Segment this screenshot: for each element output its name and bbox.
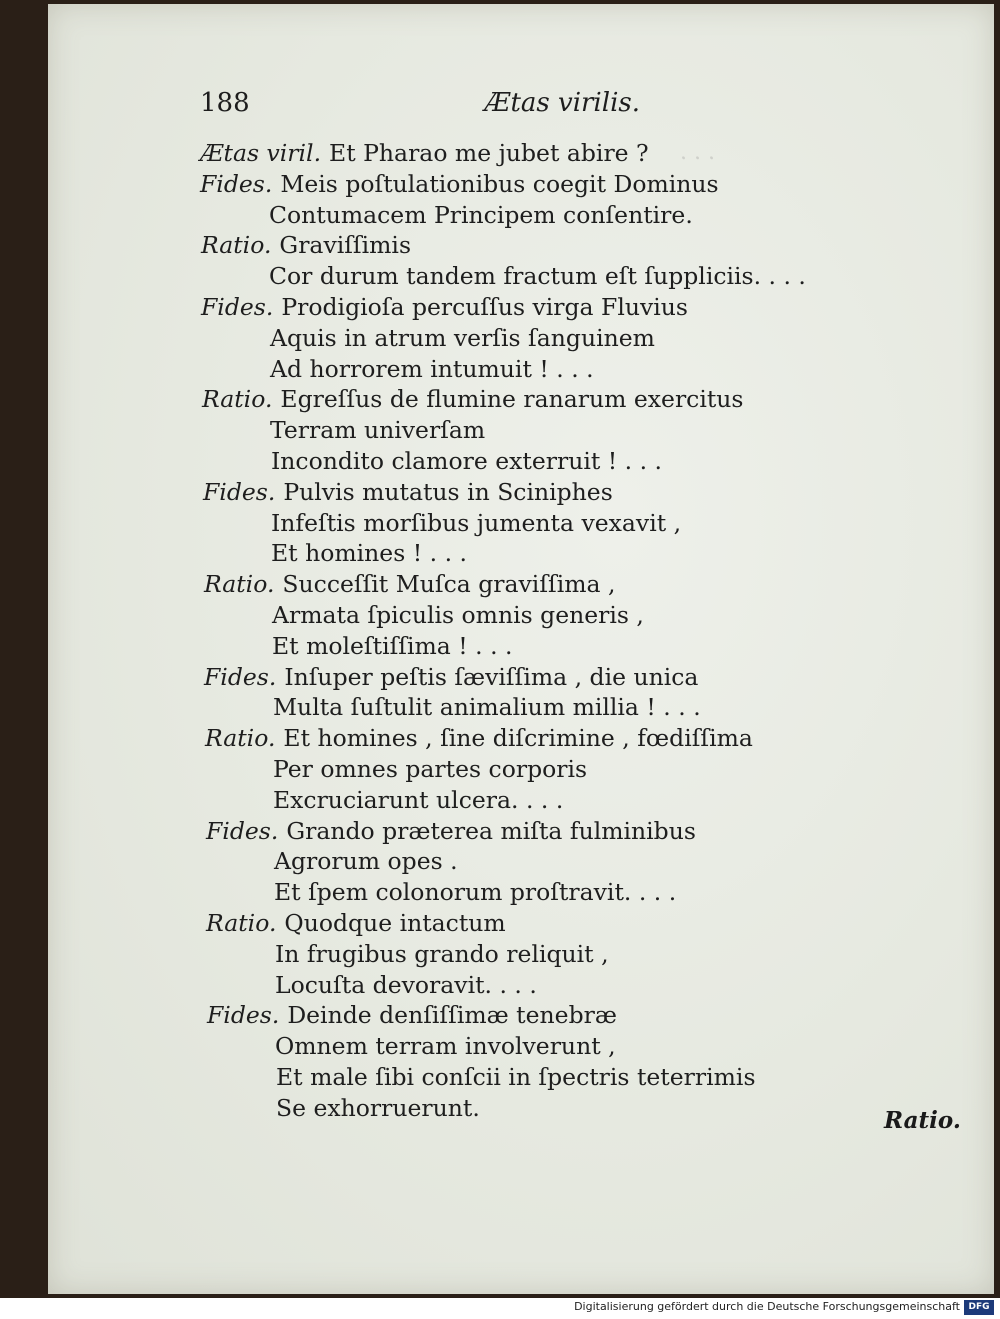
speaker-label: Ratio. <box>206 909 277 937</box>
verse-line <box>206 816 696 846</box>
verse-text: Agrorum opes . <box>274 847 458 876</box>
verse-text: Et ſpem colonorum proſtravit. . . . <box>274 878 677 907</box>
verse-line <box>270 415 485 445</box>
verse-line <box>276 1093 480 1123</box>
footer-credit: Digitalisierung gefördert durch die Deutsche Forschungsgemeinschaft <box>574 1300 960 1313</box>
verse-text: Prodigioſa percuſſus virga Fluvius <box>281 293 688 321</box>
verse-line <box>269 261 806 291</box>
verse-text: Egreſſus de flumine ranarum exercitus <box>280 385 744 414</box>
verse-line <box>276 1062 756 1092</box>
verse-text: Se exhorruerunt. <box>276 1093 480 1122</box>
verse-line <box>205 723 753 753</box>
verse-text: Contumacem Principem conſentire. <box>269 200 693 229</box>
page-number: 188 <box>200 88 250 118</box>
speaker-label: Ratio. <box>204 570 275 599</box>
verse-line <box>201 292 688 322</box>
verse-text: Terram univerſam <box>270 416 486 445</box>
verse-line <box>200 138 649 168</box>
verse-line <box>202 384 744 414</box>
speaker-label: Fides. <box>201 293 274 321</box>
verse-text: Excruciarunt ulcera. . . . <box>273 785 564 814</box>
verse-text: Omnem terram involverunt , <box>275 1032 616 1061</box>
speaker-label: Fides. <box>203 477 276 506</box>
verse-line <box>270 354 594 384</box>
speaker-label: Fides. <box>206 816 279 845</box>
speaker-label: Ratio. <box>205 724 276 753</box>
verse-line <box>273 785 563 815</box>
verse-line <box>201 230 411 260</box>
verse-line <box>275 939 609 969</box>
verse-line <box>207 1000 617 1030</box>
verse-line <box>271 538 467 568</box>
verse-text: Graviſſimis <box>279 231 412 260</box>
verse-line <box>204 569 615 599</box>
verse-text: In frugibus grando reliquit , <box>275 939 609 968</box>
verse-line <box>274 846 458 876</box>
verse-line <box>269 200 693 230</box>
catchword: Ratio. <box>884 1107 961 1134</box>
speaker-label: Fides. <box>204 662 277 691</box>
verse-line <box>203 477 613 507</box>
verse-text: Pulvis mutatus in Sciniphes <box>283 477 613 506</box>
verse-text: Grando præterea miſta fulminibus <box>286 816 696 845</box>
verse-text: Infeſtis morſibus jumenta vexavit , <box>271 508 682 537</box>
verse-text: Et homines , ſine diſcrimine , fœdiſſima <box>283 724 753 753</box>
speaker-label: Ratio. <box>201 231 272 260</box>
speaker-label: Fides. <box>207 1001 280 1030</box>
verse-text: Et male ſibi conſcii in ſpectris teterrimis <box>276 1063 756 1091</box>
verse-text: Et homines ! . . . <box>271 539 467 568</box>
footer-bar <box>0 1298 1000 1319</box>
verse-text: Ad horrorem intumuit ! . . . <box>270 354 594 383</box>
verse-line <box>272 631 513 661</box>
bleed-through-text: . . . <box>680 140 715 165</box>
verse-text: Incondito clamore exterruit ! . . . <box>271 447 663 475</box>
verse-text: Multa ſuſtulit animalium millia ! . . . <box>273 693 701 722</box>
verse-text: Succeſſit Muſca graviſſima , <box>282 570 616 599</box>
verse-line <box>271 446 662 476</box>
running-title: Ætas virilis. <box>484 88 640 118</box>
verse-text: Aquis in atrum verſis ſanguinem <box>270 323 655 352</box>
page-header <box>200 88 650 124</box>
verse-text: Meis poſtulationibus coegit Dominus <box>280 169 719 198</box>
speaker-label: Ratio. <box>202 385 273 414</box>
verse-text: Armata ſpiculis omnis generis , <box>272 601 644 629</box>
dfg-logo: DFG <box>964 1300 994 1315</box>
verse-text: Locuſta devoravit. . . . <box>275 970 537 999</box>
speaker-label: Ætas viril. <box>200 139 322 167</box>
verse-text: Et Pharao me jubet abire ? <box>329 139 649 167</box>
verse-line <box>206 908 506 938</box>
verse-line <box>271 508 681 538</box>
verse-text: Et moleſtiſſima ! . . . <box>272 631 513 660</box>
verse-line <box>275 1031 616 1061</box>
verse-text: Deinde denſiſſimæ tenebræ <box>287 1001 617 1030</box>
verse-line <box>272 600 644 630</box>
verse-text: Per omnes partes corporis <box>273 755 588 783</box>
verse-text: Cor durum tandem fractum eſt ſuppliciis. . . . <box>269 262 806 291</box>
verse-line <box>200 169 719 199</box>
verse-line <box>273 754 587 784</box>
verse-text: Inſuper peſtis ſæviſſima , die unica <box>284 662 699 691</box>
verse-line <box>274 877 676 907</box>
verse-line <box>273 692 701 722</box>
verse-line <box>270 323 655 353</box>
verse-line <box>275 970 537 1000</box>
verse-line <box>204 662 698 692</box>
speaker-label: Fides. <box>200 169 273 198</box>
verse-text: Quodque intactum <box>284 909 506 937</box>
